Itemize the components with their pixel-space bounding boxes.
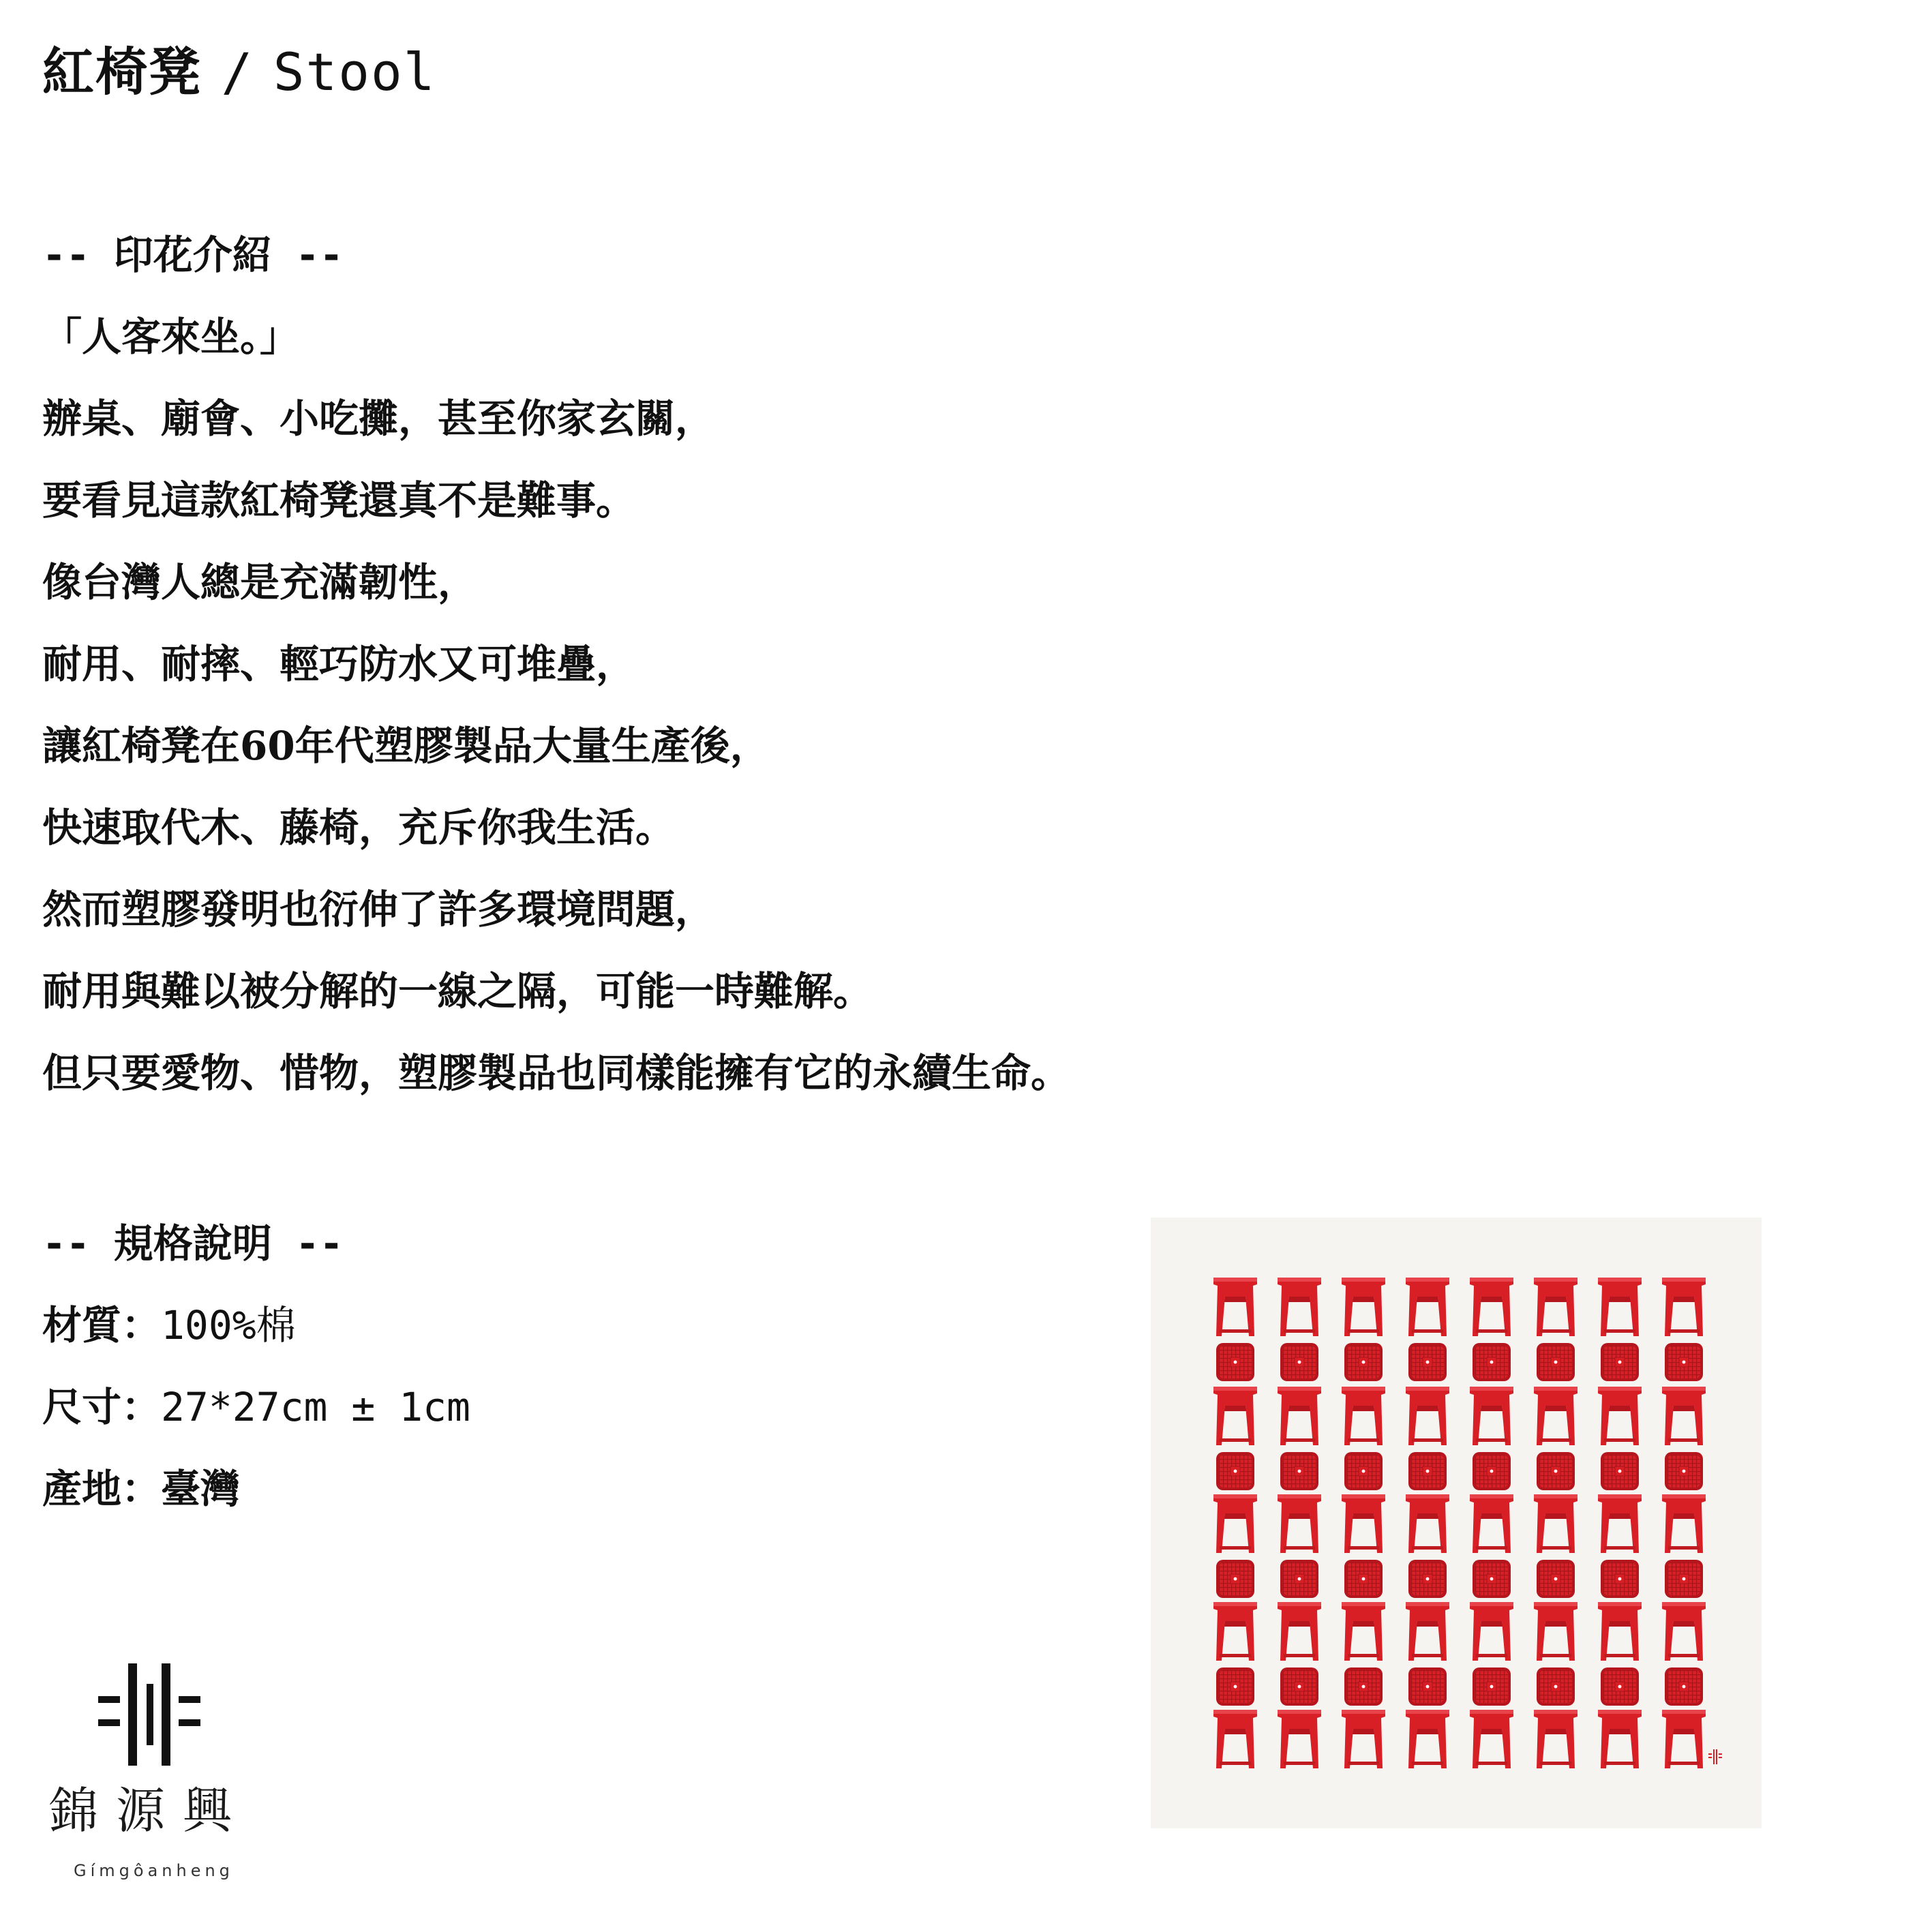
stool-top-view-icon <box>1601 1667 1639 1706</box>
intro-heading: -- 印花介紹 -- <box>42 232 344 278</box>
product-image <box>1151 1218 1762 1828</box>
stool-side-view-icon <box>1534 1494 1578 1553</box>
stool-top-view-icon <box>1280 1560 1318 1598</box>
stool-top-view-icon <box>1344 1343 1383 1381</box>
spec-item-size <box>42 1366 470 1448</box>
stool-side-view-icon <box>1470 1710 1513 1768</box>
stool-top-view-icon <box>1601 1452 1639 1490</box>
stool-side-view-icon <box>1278 1387 1321 1445</box>
stool-top-view-icon <box>1408 1452 1447 1490</box>
spec-heading: -- 規格說明 -- <box>42 1220 344 1267</box>
stool-side-view-icon <box>1278 1602 1321 1661</box>
stool-top-view-icon <box>1473 1343 1511 1381</box>
stool-top-view-icon <box>1280 1667 1318 1706</box>
stool-top-view-icon <box>1665 1560 1703 1598</box>
intro-line: 要看見這款紅椅凳還真不是難事。 <box>42 477 636 524</box>
stool-top-view-icon <box>1344 1560 1383 1598</box>
stool-top-view-icon <box>1408 1667 1447 1706</box>
stool-side-view-icon <box>1470 1494 1513 1553</box>
stool-top-view-icon <box>1216 1560 1254 1598</box>
stool-grid <box>1213 1278 1706 1768</box>
brand-romanized: Gímgôanheng <box>74 1861 234 1880</box>
intro-section <box>42 214 1070 1114</box>
stool-top-view-icon <box>1216 1667 1254 1706</box>
brand-logo <box>49 1663 267 1895</box>
stool-side-view-icon <box>1662 1387 1706 1445</box>
stool-side-view-icon <box>1662 1710 1706 1768</box>
stool-top-view-icon <box>1537 1667 1575 1706</box>
stool-side-view-icon <box>1213 1278 1257 1336</box>
stool-side-view-icon <box>1598 1710 1642 1768</box>
spec-label: 材質： <box>42 1302 162 1348</box>
brand-mark-icon <box>98 1663 200 1766</box>
page-title <box>42 42 436 102</box>
stool-side-view-icon <box>1470 1278 1513 1336</box>
stool-side-view-icon <box>1342 1278 1385 1336</box>
stool-top-view-icon <box>1665 1343 1703 1381</box>
intro-line: 耐用、耐摔、輕巧防水又可堆疊， <box>42 641 636 687</box>
intro-line: 但只要愛物、惜物，塑膠製品也同樣能擁有它的永續生命。 <box>42 1050 1071 1096</box>
stool-side-view-icon <box>1213 1387 1257 1445</box>
stool-top-view-icon <box>1280 1452 1318 1490</box>
stool-top-view-icon <box>1408 1560 1447 1598</box>
title-separator: / <box>221 42 254 102</box>
stool-top-view-icon <box>1665 1667 1703 1706</box>
stool-side-view-icon <box>1470 1387 1513 1445</box>
stool-side-view-icon <box>1534 1278 1578 1336</box>
intro-line: 像台灣人總是充滿韌性， <box>42 559 478 605</box>
stool-side-view-icon <box>1213 1710 1257 1768</box>
stool-side-view-icon <box>1278 1494 1321 1553</box>
stool-side-view-icon <box>1406 1710 1449 1768</box>
stool-top-view-icon <box>1344 1452 1383 1490</box>
stool-top-view-icon <box>1344 1667 1383 1706</box>
stool-side-view-icon <box>1534 1602 1578 1661</box>
intro-line: 「人客來坐。」 <box>42 314 300 360</box>
spec-item-material <box>42 1284 470 1366</box>
stool-top-view-icon <box>1216 1452 1254 1490</box>
stool-top-view-icon <box>1601 1343 1639 1381</box>
spec-value: 100%棉 <box>161 1302 296 1348</box>
stool-top-view-icon <box>1537 1343 1575 1381</box>
spec-item-origin <box>42 1448 470 1530</box>
spec-value: 臺灣 <box>161 1466 241 1512</box>
spec-label: 尺寸： <box>42 1384 162 1430</box>
stool-side-view-icon <box>1278 1278 1321 1336</box>
spec-label: 產地： <box>42 1466 162 1512</box>
stool-top-view-icon <box>1408 1343 1447 1381</box>
stool-side-view-icon <box>1598 1387 1642 1445</box>
title-en: Stool <box>273 42 436 102</box>
stool-side-view-icon <box>1662 1278 1706 1336</box>
stool-side-view-icon <box>1213 1602 1257 1661</box>
stool-top-view-icon <box>1473 1560 1511 1598</box>
intro-line: 然而塑膠發明也衍伸了許多環境問題， <box>42 886 715 933</box>
stool-top-view-icon <box>1280 1343 1318 1381</box>
stool-side-view-icon <box>1662 1494 1706 1553</box>
stool-top-view-icon <box>1473 1667 1511 1706</box>
intro-line: 耐用與難以被分解的一線之隔，可能一時難解。 <box>42 968 873 1014</box>
brand-mark-icon <box>1708 1749 1722 1764</box>
stool-side-view-icon <box>1342 1710 1385 1768</box>
stool-top-view-icon <box>1473 1452 1511 1490</box>
stool-top-view-icon <box>1216 1343 1254 1381</box>
stool-side-view-icon <box>1534 1387 1578 1445</box>
stool-top-view-icon <box>1537 1452 1575 1490</box>
stool-side-view-icon <box>1406 1278 1449 1336</box>
stool-top-view-icon <box>1601 1560 1639 1598</box>
intro-line: 辦桌、廟會、小吃攤，甚至你家玄關， <box>42 395 715 442</box>
stool-side-view-icon <box>1406 1602 1449 1661</box>
intro-line: 快速取代木、藤椅，充斥你我生活。 <box>42 804 676 851</box>
title-zh: 紅椅凳 <box>42 42 202 102</box>
brand-name: 錦源興 <box>49 1782 250 1839</box>
stool-side-view-icon <box>1342 1602 1385 1661</box>
intro-line: 讓紅椅凳在60年代塑膠製品大量生產後， <box>42 723 770 769</box>
stool-side-view-icon <box>1598 1494 1642 1553</box>
stool-side-view-icon <box>1534 1710 1578 1768</box>
stool-side-view-icon <box>1213 1494 1257 1553</box>
stool-top-view-icon <box>1537 1560 1575 1598</box>
stool-side-view-icon <box>1470 1602 1513 1661</box>
stool-top-view-icon <box>1665 1452 1703 1490</box>
stool-side-view-icon <box>1598 1278 1642 1336</box>
stool-side-view-icon <box>1406 1494 1449 1553</box>
stool-side-view-icon <box>1342 1387 1385 1445</box>
stool-side-view-icon <box>1342 1494 1385 1553</box>
spec-value: 27*27cm ± 1cm <box>161 1384 470 1430</box>
spec-section <box>42 1203 470 1530</box>
stool-side-view-icon <box>1662 1602 1706 1661</box>
stool-side-view-icon <box>1406 1387 1449 1445</box>
stool-side-view-icon <box>1278 1710 1321 1768</box>
stool-pattern-illustration <box>1151 1218 1762 1828</box>
stool-side-view-icon <box>1598 1602 1642 1661</box>
